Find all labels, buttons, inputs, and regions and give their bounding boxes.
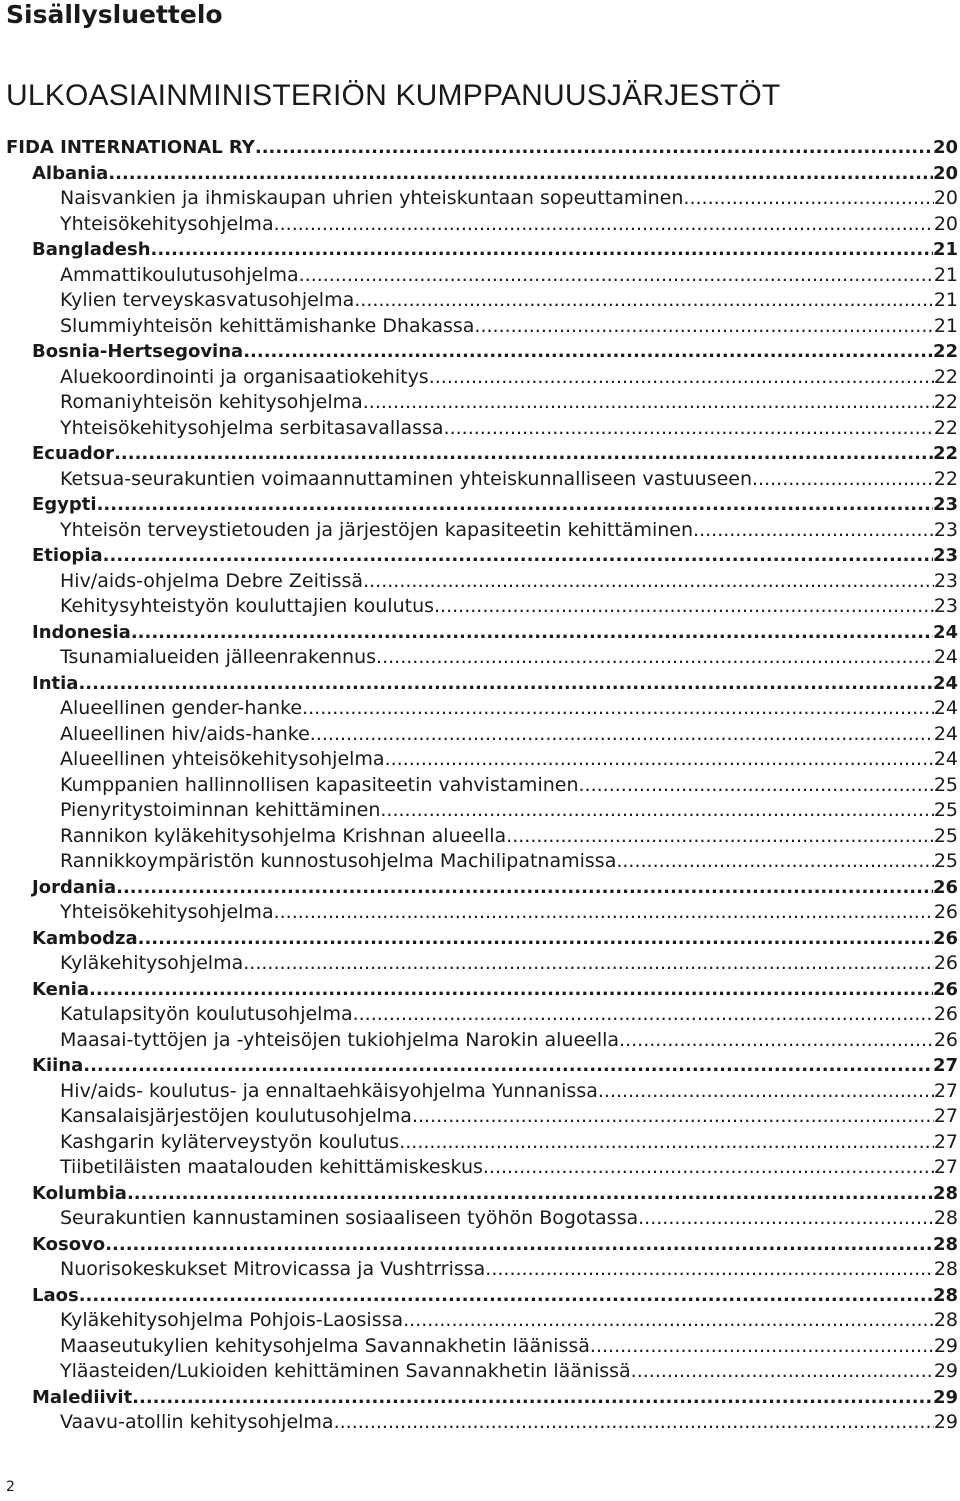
toc-entry-page: 24 bbox=[932, 621, 958, 643]
toc-entry-page: 21 bbox=[933, 263, 958, 286]
toc-entry-page: 29 bbox=[933, 1411, 958, 1433]
toc-entry-project[interactable] bbox=[6, 773, 958, 799]
toc-entry-project[interactable] bbox=[6, 1130, 958, 1156]
dot-leader bbox=[616, 849, 933, 875]
toc-entry-country[interactable] bbox=[6, 441, 958, 467]
toc-entry-page: 22 bbox=[932, 443, 958, 464]
toc-entry-project[interactable] bbox=[6, 1410, 958, 1436]
toc-entry-page: 24 bbox=[933, 646, 958, 668]
toc-entry-project[interactable] bbox=[6, 1359, 958, 1385]
toc-entry-label: Rannikon kyläkehitysohjelma Krishnan alueella bbox=[60, 824, 507, 847]
dot-leader bbox=[243, 951, 934, 977]
dot-leader bbox=[127, 1181, 933, 1207]
dot-leader bbox=[274, 212, 934, 238]
dot-leader bbox=[380, 798, 933, 824]
toc-entry-project[interactable] bbox=[6, 365, 958, 391]
toc-entry-page: 25 bbox=[933, 850, 958, 872]
toc-entry-page: 27 bbox=[933, 1156, 958, 1178]
toc-entry-label: Kambodza bbox=[32, 927, 138, 949]
toc-entry-page: 22 bbox=[933, 391, 958, 413]
dot-leader bbox=[683, 186, 933, 212]
toc-entry-label: Kyläkehitysohjelma bbox=[60, 952, 244, 974]
toc-entry-project[interactable] bbox=[6, 1028, 958, 1054]
toc-entry-page: 28 bbox=[933, 1309, 958, 1331]
toc-entry-label: Yhteisökehitysohjelma serbitasavallassa bbox=[60, 416, 444, 439]
toc-entry-page: 22 bbox=[933, 467, 958, 490]
dot-leader bbox=[752, 467, 934, 493]
toc-entry-label: Rannikkoympäristön kunnostusohjelma Machilipatnamissa bbox=[60, 850, 617, 872]
dot-leader bbox=[376, 645, 934, 671]
toc-entry-label: Kylien terveyskasvatusohjelma bbox=[60, 289, 355, 311]
toc-entry-label: Romaniyhteisön kehitysohjelma bbox=[60, 391, 363, 413]
dot-leader bbox=[363, 390, 934, 416]
toc-entry-project[interactable] bbox=[6, 594, 958, 620]
dot-leader bbox=[103, 543, 933, 569]
toc-entry-label: Vaavu-atollin kehitysohjelma bbox=[60, 1411, 334, 1433]
dot-leader bbox=[638, 1206, 934, 1232]
toc-entry-page: 26 bbox=[933, 1028, 958, 1051]
dot-leader bbox=[590, 1334, 934, 1360]
toc-entry-label: Yläasteiden/Lukioiden kehittäminen Savannakhetin läänissä bbox=[60, 1360, 631, 1382]
dot-leader bbox=[399, 1130, 934, 1156]
toc-entry-page: 20 bbox=[932, 137, 958, 158]
toc-entry-label: Jordania bbox=[32, 876, 117, 898]
toc-entry-label: Kashgarin kyläterveystyön koulutus bbox=[60, 1130, 400, 1153]
toc-entry-page: 25 bbox=[933, 824, 958, 847]
toc-entry-project[interactable] bbox=[6, 1308, 958, 1334]
page-number: 2 bbox=[6, 1479, 15, 1495]
toc-entry-label: Ecuador bbox=[32, 443, 115, 464]
dot-leader bbox=[114, 441, 933, 467]
toc-entry-label: Kansalaisjärjestöjen koulutusohjelma bbox=[60, 1105, 412, 1127]
toc-entry-page: 20 bbox=[932, 162, 958, 184]
dot-leader bbox=[506, 824, 934, 850]
toc-entry-page: 29 bbox=[933, 1334, 958, 1357]
dot-leader bbox=[631, 1359, 934, 1385]
toc-entry-country[interactable] bbox=[6, 1181, 958, 1207]
toc-entry-label: Alueellinen hiv/aids-hanke bbox=[60, 722, 310, 745]
dot-leader bbox=[363, 569, 934, 595]
toc-entry-country[interactable] bbox=[6, 1053, 958, 1079]
toc-entry-label: Bangladesh bbox=[32, 239, 151, 260]
toc-entry-label: Alueellinen yhteisökehitysohjelma bbox=[60, 748, 385, 770]
dot-leader bbox=[354, 288, 934, 314]
table-of-contents bbox=[6, 135, 958, 1436]
toc-entry-label: Kyläkehitysohjelma Pohjois-Laosissa bbox=[60, 1309, 404, 1331]
toc-entry-page: 24 bbox=[933, 722, 958, 745]
toc-entry-project[interactable] bbox=[6, 849, 958, 875]
dot-leader bbox=[105, 1232, 933, 1258]
dot-leader bbox=[97, 492, 933, 518]
toc-entry-page: 28 bbox=[932, 1233, 958, 1255]
toc-entry-page: 23 bbox=[932, 494, 958, 515]
toc-entry-country[interactable] bbox=[6, 492, 958, 518]
toc-entry-project[interactable] bbox=[6, 747, 958, 773]
toc-entry-country[interactable] bbox=[6, 620, 958, 646]
toc-entry-page: 21 bbox=[933, 289, 958, 311]
toc-entry-label: Seurakuntien kannustaminen sosiaaliseen työhön Bogotassa bbox=[60, 1207, 639, 1229]
dot-leader bbox=[274, 900, 934, 926]
dot-leader bbox=[83, 1053, 933, 1079]
toc-entry-page: 23 bbox=[932, 545, 958, 566]
toc-entry-label: Hiv/aids- koulutus- ja ennaltaehkäisyohjelma Yunnanissa bbox=[60, 1079, 598, 1102]
toc-entry-project[interactable] bbox=[6, 1155, 958, 1181]
toc-entry-page: 27 bbox=[933, 1079, 958, 1102]
toc-entry-project[interactable] bbox=[6, 1002, 958, 1028]
dot-leader bbox=[412, 1104, 934, 1130]
dot-leader bbox=[116, 875, 933, 901]
toc-entry-project[interactable] bbox=[6, 314, 958, 340]
toc-entry-label: Ammattikoulutusohjelma bbox=[60, 263, 299, 286]
dot-leader bbox=[243, 339, 933, 365]
toc-entry-project[interactable] bbox=[6, 951, 958, 977]
toc-entry-page: 22 bbox=[932, 341, 958, 362]
toc-entry-project[interactable] bbox=[6, 900, 958, 926]
toc-entry-page: 26 bbox=[933, 1003, 958, 1025]
toc-entry-label: Yhteisökehitysohjelma bbox=[60, 212, 274, 235]
section-heading: ULKOASIAINMINISTERIÖN KUMPPANUUSJÄRJESTÖT bbox=[6, 79, 781, 112]
toc-entry-page: 28 bbox=[932, 1182, 958, 1204]
toc-entry-project[interactable] bbox=[6, 518, 958, 544]
toc-entry-country[interactable] bbox=[6, 926, 958, 952]
toc-entry-page: 24 bbox=[933, 748, 958, 770]
toc-entry-label: Kolumbia bbox=[32, 1182, 127, 1204]
toc-entry-project[interactable] bbox=[6, 416, 958, 442]
toc-entry-page: 28 bbox=[933, 1258, 958, 1280]
toc-entry-project[interactable] bbox=[6, 1079, 958, 1105]
dot-leader bbox=[79, 1283, 933, 1309]
toc-entry-project[interactable] bbox=[6, 645, 958, 671]
toc-entry-country[interactable] bbox=[6, 339, 958, 365]
toc-entry-page: 26 bbox=[932, 978, 958, 1000]
toc-entry-label: Yhteisön terveystietouden ja järjestöjen kapasiteetin kehittäminen bbox=[60, 518, 694, 541]
toc-entry-page: 23 bbox=[933, 518, 958, 541]
dot-leader bbox=[89, 977, 933, 1003]
toc-entry-country[interactable] bbox=[6, 1232, 958, 1258]
toc-entry-label: Slummiyhteisön kehittämishanke Dhakassa bbox=[60, 314, 475, 337]
toc-entry-page: 25 bbox=[933, 799, 958, 821]
toc-entry-label: Egypti bbox=[32, 494, 97, 515]
dot-leader bbox=[131, 620, 933, 646]
toc-entry-org[interactable] bbox=[6, 135, 958, 161]
toc-entry-project[interactable] bbox=[6, 467, 958, 493]
dot-leader bbox=[485, 1257, 934, 1283]
toc-entry-project[interactable] bbox=[6, 390, 958, 416]
toc-entry-project[interactable] bbox=[6, 1257, 958, 1283]
toc-entry-label: Laos bbox=[32, 1284, 79, 1306]
dot-leader bbox=[310, 722, 934, 748]
toc-entry-page: 29 bbox=[932, 1386, 958, 1408]
toc-entry-label: Tiibetiläisten maatalouden kehittämiskeskus bbox=[60, 1156, 483, 1178]
toc-entry-country[interactable] bbox=[6, 543, 958, 569]
toc-entry-page: 20 bbox=[933, 187, 958, 209]
toc-entry-label: Hiv/aids-ohjelma Debre Zeitissä bbox=[60, 569, 364, 592]
toc-entry-label: Yhteisökehitysohjelma bbox=[60, 901, 274, 923]
dot-leader bbox=[108, 161, 933, 187]
toc-entry-country[interactable] bbox=[6, 1283, 958, 1309]
dot-leader bbox=[132, 1385, 933, 1411]
toc-entry-page: 28 bbox=[932, 1284, 958, 1306]
toc-entry-project[interactable] bbox=[6, 1104, 958, 1130]
toc-entry-label: Intia bbox=[32, 672, 79, 694]
toc-entry-label: Naisvankien ja ihmiskaupan uhrien yhteiskuntaan sopeuttaminen bbox=[60, 187, 684, 209]
dot-leader bbox=[385, 747, 934, 773]
dot-leader bbox=[579, 773, 934, 799]
toc-entry-label: Indonesia bbox=[32, 621, 131, 643]
toc-entry-label: Kumppanien hallinnollisen kapasiteetin vahvistaminen bbox=[60, 773, 579, 796]
toc-entry-country[interactable] bbox=[6, 237, 958, 263]
toc-entry-country[interactable] bbox=[6, 671, 958, 697]
toc-entry-label: Kenia bbox=[32, 978, 89, 1000]
toc-entry-country[interactable] bbox=[6, 977, 958, 1003]
dot-leader bbox=[299, 263, 934, 289]
toc-entry-label: Kosovo bbox=[32, 1233, 106, 1255]
toc-entry-project[interactable] bbox=[6, 1206, 958, 1232]
toc-entry-country[interactable] bbox=[6, 161, 958, 187]
toc-entry-page: 22 bbox=[933, 416, 958, 439]
toc-entry-page: 27 bbox=[933, 1130, 958, 1153]
toc-entry-label: Kiina bbox=[32, 1055, 84, 1076]
toc-entry-page: 20 bbox=[933, 212, 958, 235]
dot-leader bbox=[598, 1079, 934, 1105]
dot-leader bbox=[483, 1155, 934, 1181]
dot-leader bbox=[138, 926, 933, 952]
toc-entry-project[interactable] bbox=[6, 722, 958, 748]
toc-entry-project[interactable] bbox=[6, 263, 958, 289]
dot-leader bbox=[619, 1028, 934, 1054]
toc-entry-country[interactable] bbox=[6, 875, 958, 901]
dot-leader bbox=[334, 1410, 934, 1436]
toc-entry-country[interactable] bbox=[6, 1385, 958, 1411]
toc-entry-label: Aluekoordinointi ja organisaatiokehitys bbox=[60, 365, 429, 388]
toc-entry-label: Tsunamialueiden jälleenrakennus bbox=[60, 646, 377, 668]
toc-entry-project[interactable] bbox=[6, 824, 958, 850]
dot-leader bbox=[151, 237, 933, 263]
toc-entry-project[interactable] bbox=[6, 1334, 958, 1360]
toc-entry-project[interactable] bbox=[6, 696, 958, 722]
toc-entry-page: 23 bbox=[933, 569, 958, 592]
toc-entry-page: 22 bbox=[933, 365, 958, 388]
dot-leader bbox=[434, 594, 934, 620]
toc-entry-label: Katulapsityön koulutusohjelma bbox=[60, 1003, 353, 1025]
toc-entry-project[interactable] bbox=[6, 569, 958, 595]
toc-entry-page: 21 bbox=[932, 239, 958, 260]
toc-entry-label: Pienyritystoiminnan kehittäminen bbox=[60, 799, 381, 821]
toc-entry-label: Ketsua-seurakuntien voimaannuttaminen yhteiskunnalliseen vastuuseen bbox=[60, 467, 753, 490]
toc-entry-project[interactable] bbox=[6, 186, 958, 212]
toc-entry-project[interactable] bbox=[6, 212, 958, 238]
toc-entry-page: 28 bbox=[933, 1207, 958, 1229]
dot-leader bbox=[353, 1002, 934, 1028]
dot-leader bbox=[693, 518, 934, 544]
toc-entry-label: Alueellinen gender-hanke bbox=[60, 697, 303, 719]
toc-entry-page: 23 bbox=[933, 595, 958, 617]
toc-entry-page: 25 bbox=[933, 773, 958, 796]
toc-entry-page: 24 bbox=[932, 672, 958, 694]
toc-entry-page: 27 bbox=[932, 1055, 958, 1076]
dot-leader bbox=[474, 314, 933, 340]
toc-entry-page: 24 bbox=[933, 697, 958, 719]
toc-entry-page: 21 bbox=[933, 314, 958, 337]
toc-entry-label: Maaseutukylien kehitysohjelma Savannakhetin läänissä bbox=[60, 1334, 590, 1357]
toc-entry-page: 26 bbox=[932, 876, 958, 898]
toc-entry-project[interactable] bbox=[6, 798, 958, 824]
dot-leader bbox=[429, 365, 934, 391]
toc-entry-page: 26 bbox=[933, 901, 958, 923]
toc-entry-page: 26 bbox=[932, 927, 958, 949]
dot-leader bbox=[255, 135, 933, 161]
toc-entry-label: Maasai-tyttöjen ja -yhteisöjen tukiohjelma Narokin alueella bbox=[60, 1028, 620, 1051]
toc-entry-label: Kehitysyhteistyön kouluttajien koulutus bbox=[60, 595, 435, 617]
toc-entry-page: 29 bbox=[933, 1360, 958, 1382]
dot-leader bbox=[302, 696, 934, 722]
toc-entry-page: 27 bbox=[933, 1105, 958, 1127]
toc-entry-label: Etiopia bbox=[32, 545, 103, 566]
toc-entry-label: Malediivit bbox=[32, 1386, 133, 1408]
toc-entry-label: Albania bbox=[32, 162, 109, 184]
toc-entry-label: Nuorisokeskukset Mitrovicassa ja Vushtrrissa bbox=[60, 1258, 486, 1280]
dot-leader bbox=[403, 1308, 934, 1334]
page-title: Sisällysluettelo bbox=[6, 0, 223, 29]
dot-leader bbox=[444, 416, 934, 442]
toc-entry-page: 26 bbox=[933, 952, 958, 974]
toc-entry-label: Bosnia-Hertsegovina bbox=[32, 341, 244, 362]
dot-leader bbox=[78, 671, 933, 697]
toc-entry-project[interactable] bbox=[6, 288, 958, 314]
toc-entry-label: FIDA INTERNATIONAL RY bbox=[6, 137, 255, 158]
